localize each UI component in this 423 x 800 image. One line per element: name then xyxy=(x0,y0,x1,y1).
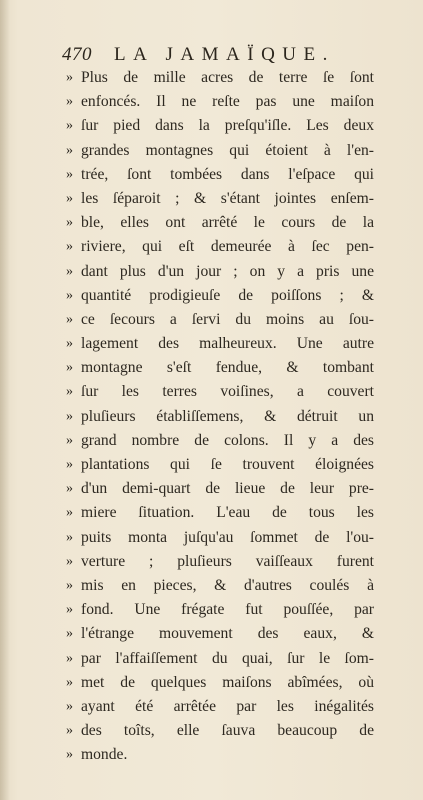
line-text: pluſieurs établiſſemens, & détruit un xyxy=(81,407,374,425)
text-line xyxy=(66,695,374,719)
line-text: grand nombre de colons. Il y a des xyxy=(81,431,374,449)
quotation-mark: » xyxy=(66,190,73,206)
quotation-mark: » xyxy=(66,698,73,714)
text-line xyxy=(66,477,374,501)
quotation-mark: » xyxy=(66,553,73,569)
line-text: les ſéparoit ; & s'étant jointes enſem- xyxy=(81,189,374,207)
line-text: montagne s'eſt fendue, & tombant xyxy=(81,359,374,377)
gutter-shadow xyxy=(0,0,10,800)
text-line xyxy=(66,114,374,138)
quotation-mark: » xyxy=(66,311,73,327)
line-text: d'un demi-quart de lieue de leur pre- xyxy=(81,480,374,498)
text-line xyxy=(66,211,374,235)
line-text: ce ſecours a ſervi du moins au ſou- xyxy=(81,310,374,328)
text-line xyxy=(66,66,374,90)
text-line xyxy=(66,526,374,550)
line-text: ayant été arrêtée par les inégalités xyxy=(81,697,374,715)
quotation-mark: » xyxy=(66,602,73,618)
text-line xyxy=(66,622,374,646)
text-line xyxy=(66,380,374,404)
quotation-mark: » xyxy=(66,239,73,255)
page-number: 470 xyxy=(62,44,92,65)
quotation-mark: » xyxy=(66,287,73,303)
text-line xyxy=(66,235,374,259)
quotation-mark: » xyxy=(66,118,73,134)
line-text: miere ſituation. L'eau de tous les xyxy=(81,504,374,522)
text-line xyxy=(66,308,374,332)
line-text: mis en pieces, & d'autres coulés à xyxy=(81,576,374,594)
quotation-mark: » xyxy=(66,457,73,472)
quotation-mark: » xyxy=(66,674,73,690)
quotation-mark: » xyxy=(66,142,73,158)
text-line xyxy=(66,284,374,308)
quotation-mark: » xyxy=(66,626,73,642)
text-line xyxy=(66,405,374,429)
quotation-mark: » xyxy=(66,650,73,666)
line-text: ble, elles ont arrêté le cours de la xyxy=(81,214,374,232)
text-line xyxy=(66,671,374,695)
text-line xyxy=(66,356,374,380)
line-text: met de quelques maiſons abîmées, où xyxy=(81,673,374,691)
quotation-mark: » xyxy=(66,481,73,497)
line-text: riviere, qui eſt demeurée à ſec pen- xyxy=(81,238,374,256)
text-line xyxy=(66,574,374,598)
text-line xyxy=(66,429,374,453)
quotation-mark: » xyxy=(66,263,73,279)
quotation-mark: » xyxy=(66,70,73,85)
text-line xyxy=(66,90,374,114)
text-line xyxy=(66,187,374,211)
page-header xyxy=(62,44,372,66)
quotation-mark: » xyxy=(66,360,73,376)
text-line xyxy=(66,501,374,525)
line-text: quantité prodigieuſe de poiſſons ; & xyxy=(81,286,374,304)
quotation-mark: » xyxy=(66,408,73,424)
text-line xyxy=(66,719,374,743)
quotation-mark: » xyxy=(66,166,73,182)
line-text: enfoncés. Il ne reſte pas une maiſon xyxy=(81,93,374,111)
text-line xyxy=(66,332,374,356)
quotation-mark: » xyxy=(66,432,73,448)
line-text: ſur les terres voiſines, a couvert xyxy=(81,383,374,401)
text-line xyxy=(66,743,374,767)
quotation-mark: » xyxy=(66,747,73,763)
line-text: des toîts, elle ſauva beaucoup de xyxy=(81,722,374,740)
quotation-mark: » xyxy=(66,505,73,521)
line-text: grandes montagnes qui étoient à l'en- xyxy=(81,141,374,159)
line-text: trée, ſont tombées dans l'eſpace qui xyxy=(81,165,374,183)
quotation-mark: » xyxy=(66,577,73,593)
running-title: LA JAMAÏQUE. xyxy=(114,44,335,65)
line-text: Plus de mille acres de terre ſe ſont xyxy=(81,69,374,86)
text-line xyxy=(66,598,374,622)
line-text: ſur pied dans la preſqu'iſle. Les deux xyxy=(81,117,374,135)
line-text: plantations qui ſe trouvent éloignées xyxy=(81,456,374,473)
body-text xyxy=(66,66,374,767)
text-line xyxy=(66,260,374,284)
text-line xyxy=(66,453,374,477)
text-line xyxy=(66,163,374,187)
line-text: verture ; pluſieurs vaiſſeaux furent xyxy=(81,552,374,570)
quotation-mark: » xyxy=(66,336,73,352)
line-text: lagement des malheureux. Une autre xyxy=(81,335,374,353)
line-text: dant plus d'un jour ; on y a pris une xyxy=(81,262,374,280)
text-line xyxy=(66,550,374,574)
line-text: fond. Une frégate fut pouſſée, par xyxy=(81,601,374,619)
line-text: par l'affaiſſement du quai, ſur le ſom- xyxy=(81,649,374,667)
quotation-mark: » xyxy=(66,529,73,545)
text-line xyxy=(66,647,374,671)
quotation-mark: » xyxy=(66,215,73,231)
line-text: monde. xyxy=(81,746,128,764)
quotation-mark: » xyxy=(66,94,73,110)
quotation-mark: » xyxy=(66,723,73,739)
line-text: puits monta juſqu'au ſommet de l'ou- xyxy=(81,528,374,546)
quotation-mark: » xyxy=(66,384,73,400)
text-line xyxy=(66,139,374,163)
line-text: l'étrange mouvement des eaux, & xyxy=(81,625,374,643)
